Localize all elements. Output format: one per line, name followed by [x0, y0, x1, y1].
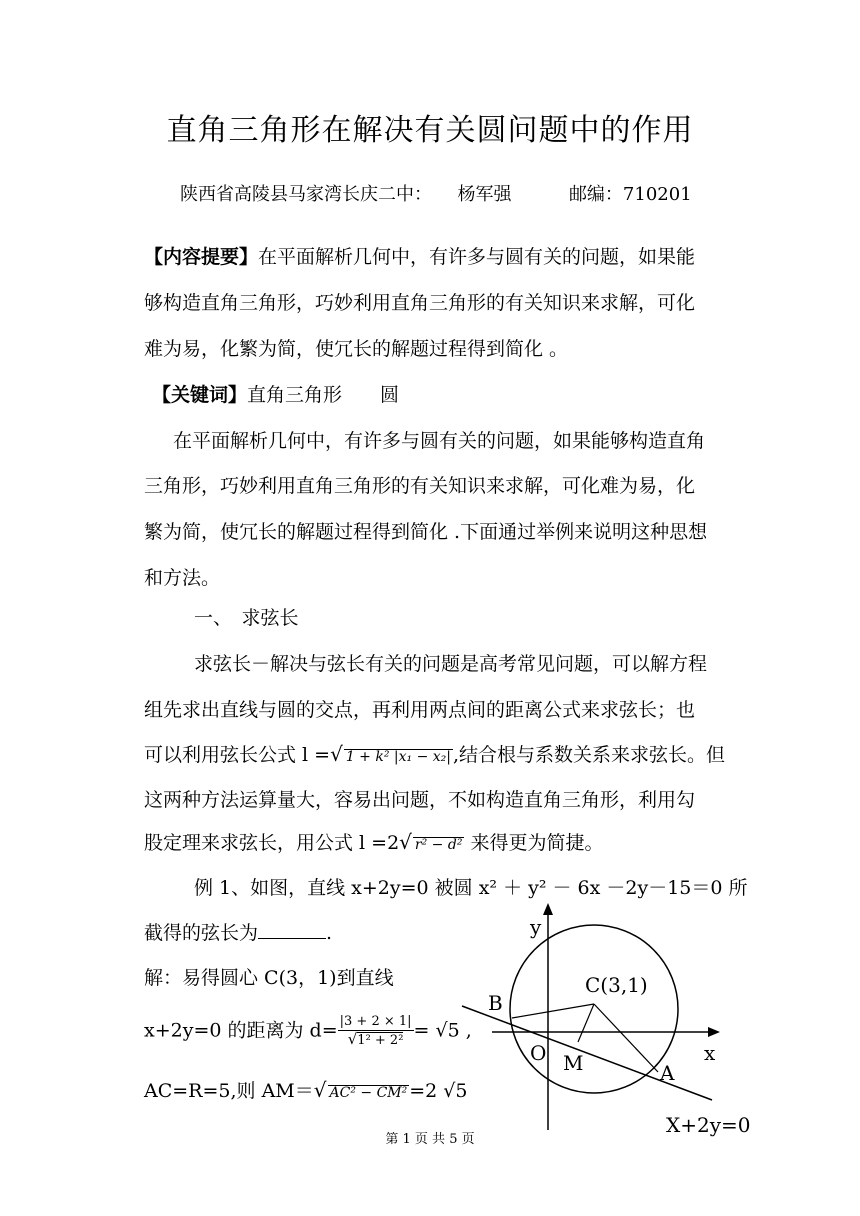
intro-line-2: 三角形，巧妙利用直角三角形的有关知识来求解，可化难为易，化: [144, 475, 696, 497]
section1-line-3: 可以利用弦长公式 l =√ 1 + k² |x₁ − x₂| ,结合根与系数关系来求弦长。但: [144, 742, 726, 766]
am-formula: AC² − CM²: [329, 1085, 408, 1101]
intro-line-4: 和方法。: [144, 567, 221, 589]
circle: [510, 925, 678, 1093]
example1-line-1: 例 1、如图，直线 x+2y=0 被圆 x² ＋ y² － 6x －2y－15＝0 所: [194, 877, 748, 899]
x-axis-arrow: [708, 1027, 720, 1037]
fraction-denominator: √1² + 2²: [347, 1030, 404, 1048]
author-school: 陕西省高陵县马家湾长庆二中：: [180, 184, 432, 205]
segment-ca: [594, 1004, 658, 1072]
abstract-line-2: 够构造直角三角形，巧妙利用直角三角形的有关知识来求解，可化: [144, 292, 696, 314]
pythag-formula-intro: 股定理来求弦长，用公式 l =2: [144, 832, 400, 854]
distance-result: = √5 ,: [413, 1019, 472, 1042]
example1-line-2: [144, 920, 332, 945]
solution-line-2: [144, 1014, 472, 1049]
example1-period: .: [326, 922, 333, 944]
keywords-value: 直角三角形 圆: [247, 384, 400, 406]
label-b: B: [488, 991, 503, 1015]
chord-formula-outro: ,结合根与系数关系来求弦长。但: [453, 744, 726, 766]
label-a: A: [660, 1061, 675, 1085]
abstract-line-1: [144, 245, 695, 269]
keywords-line: [152, 383, 399, 407]
author-postcode: 邮编：710201: [568, 184, 692, 205]
distance-intro: x+2y=0 的距离为 d=: [144, 1019, 338, 1042]
chord-formula: 1 + k² |x₁ − x₂|: [345, 749, 451, 765]
intro-line-1: 在平面解析几何中，有许多与圆有关的问题，如果能够构造直角: [173, 430, 706, 452]
abstract-text-1: 在平面解析几何中，有许多与圆有关的问题，如果能: [258, 246, 696, 268]
circle-figure: [460, 898, 760, 1148]
author-name: 杨军强: [457, 184, 512, 205]
answer-blank: [258, 920, 326, 939]
section1-line-5: 股定理来求弦长，用公式 l =2√ r² − d² 来得更为简捷。: [144, 830, 604, 854]
label-line-equation: X+2y=0: [666, 1113, 751, 1137]
distance-fraction: [338, 1014, 414, 1049]
section-heading: 一、 求弦长: [194, 607, 299, 629]
intro-line-3: 繁为简，使冗长的解题过程得到简化 .下面通过举例来说明这种思想: [144, 521, 708, 543]
section1-line-4: 这两种方法运算量大，容易出问题，不如构造直角三角形，利用勾: [144, 789, 696, 811]
section1-line-1: 求弦长－解决与弦长有关的问题是高考常见问题，可以解方程: [194, 653, 708, 675]
segment-cm: [578, 1004, 594, 1042]
section1-line-2: 组先求出直线与圆的交点，再利用两点间的距离公式来求弦长；也: [144, 699, 696, 721]
y-axis-arrow: [543, 903, 553, 915]
abstract-label: 【内容提要】: [144, 246, 259, 268]
segment-bc: [512, 1004, 594, 1018]
am-intro: AC=R=5,则 AM＝: [144, 1080, 314, 1102]
example1-question: 截得的弦长为: [144, 922, 259, 944]
am-result: =2 √5: [409, 1080, 468, 1102]
keywords-label: 【关键词】: [152, 384, 248, 406]
label-m: M: [563, 1051, 584, 1075]
label-o: O: [530, 1041, 547, 1065]
label-c: C(3,1): [585, 973, 648, 997]
abstract-line-3: 难为易，化繁为简，使冗长的解题过程得到简化 。: [144, 338, 569, 360]
chord-formula-intro: 可以利用弦长公式 l =: [144, 744, 331, 766]
solution-line-3: AC=R=5,则 AM＝√ AC² − CM² =2 √5: [144, 1078, 468, 1102]
label-y: y: [530, 915, 542, 939]
page-title: 直角三角形在解决有关圆问题中的作用: [166, 113, 694, 148]
label-x: x: [704, 1041, 716, 1065]
pythag-formula: r² − d²: [414, 837, 463, 853]
author-line: [180, 180, 692, 206]
fraction-numerator: |3 + 2 × 1|: [339, 1014, 412, 1029]
fraction-denominator-text: 1² + 2²: [357, 1033, 404, 1048]
pythag-formula-outro: 来得更为简捷。: [464, 832, 604, 854]
solution-line-1: 解：易得圆心 C(3，1)到直线: [144, 967, 394, 989]
page-footer: 第 1 页 共 5 页: [385, 1132, 475, 1147]
